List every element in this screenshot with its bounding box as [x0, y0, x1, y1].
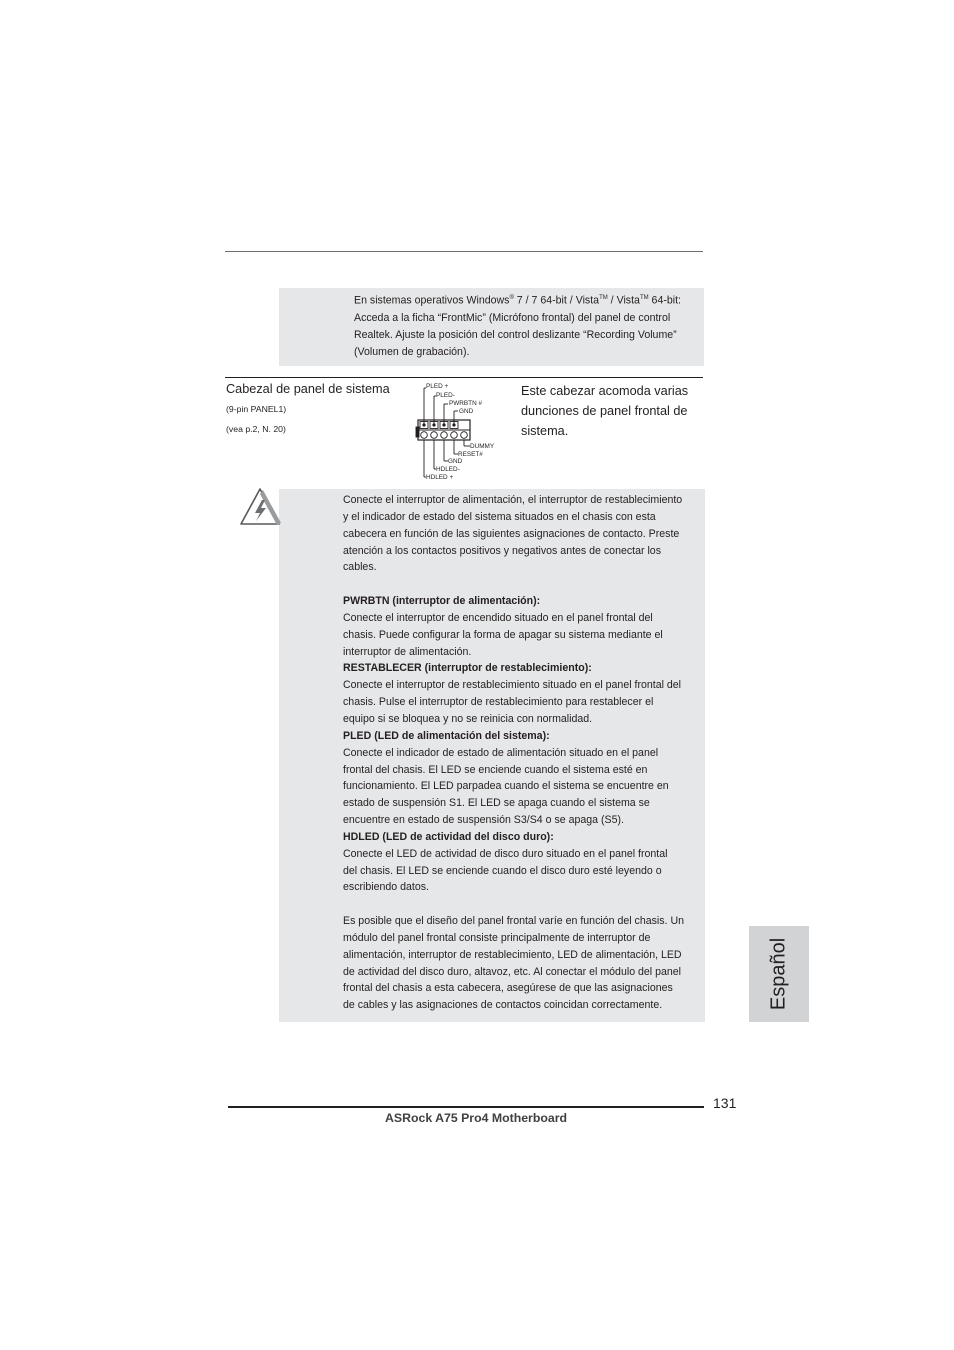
hdled-line: del chasis. El LED se enciende cuando el disco duro esté leyendo o [343, 864, 662, 877]
header-subtitle: (9-pin PANEL1) [226, 404, 287, 414]
closing-line: Es posible que el diseño del panel frontal varíe en función del chasis. Un [343, 915, 684, 928]
intro-note-text [354, 290, 706, 361]
closing-line: módulo del panel frontal consiste principalmente de interruptor de [343, 931, 651, 944]
pin-label-pwrbtn: PWRBTN # [449, 400, 483, 407]
footer-product: ASRock A75 Pro4 Motherboard [385, 1111, 567, 1125]
pwrbtn-line: interruptor de alimentación. [343, 645, 472, 658]
intro-note-line-4: (Volumen de grabación). [354, 345, 470, 358]
intro-line: Conecte el interruptor de alimentación, el interruptor de restablecimiento [343, 494, 683, 506]
closing-line: de actividad del disco duro, altavoz, etc. Al conectar el módulo del panel [343, 965, 682, 978]
closing-line: de cables y las asignaciones de contactos coincidan correctamente. [343, 999, 663, 1012]
pwrbtn-line: Conecte el interruptor de encendido situado en el panel frontal del [343, 611, 653, 624]
reset-line: Conecte el interruptor de restablecimiento situado en el panel frontal del [343, 679, 682, 692]
intro-note-line-2: Acceda a la ficha “FrontMic” (Micrófono frontal) del panel de control [354, 311, 671, 324]
pin-label-pled-plus: PLED + [426, 383, 449, 390]
intro-line: y el indicador de estado del sistema situados en el chasis con esta [343, 510, 656, 523]
pin-label-pled-minus: PLED- [436, 392, 455, 399]
section-rule [225, 377, 703, 378]
top-rule [225, 251, 703, 252]
closing-line: frontal del chasis a esta cabecera, asegúrese de que las asignaciones [343, 982, 673, 995]
pin-label-hdled-plus: HDLED + [426, 474, 454, 481]
closing-line: alimentación, interruptor de restablecimiento, LED de alimentación, LED [343, 948, 682, 961]
header-description: Este cabezar acomoda varias dunciones de panel frontal de sistema. [521, 384, 689, 438]
instructions-text [343, 492, 705, 1014]
pin-label-gnd-bottom: GND [448, 458, 463, 465]
pled-line: encuentre en estado de suspensión S3/S4 o se apaga (S5). [343, 814, 624, 827]
hdled-line: escribiendo datos. [343, 881, 429, 894]
language-tab-label: Español [767, 937, 790, 1011]
panel-pin-diagram [414, 380, 514, 484]
language-tab [749, 926, 809, 1022]
intro-line: cabecera en función de las siguientes asignaciones de contacto. Preste [343, 527, 680, 540]
header-reference: (vea p.2, N. 20) [226, 424, 286, 434]
intro-note-line-3: Realtek. Ajuste la posición del control deslizante “Recording Volume” [354, 328, 677, 341]
footer-rule [228, 1106, 704, 1108]
intro-line: atención a los contactos positivos y negativos antes de conectar los [343, 544, 661, 557]
pled-line: estado de suspensión S1. El LED se apaga cuando el sistema se [343, 797, 650, 810]
hdled-line: Conecte el LED de actividad de disco duro situado en el panel frontal [343, 847, 668, 860]
pwrbtn-heading: PWRBTN (interruptor de alimentación): [343, 595, 541, 608]
intro-line: cables. [343, 561, 377, 574]
header-title: Cabezal de panel de sistema [226, 382, 390, 396]
pwrbtn-line: chasis. Puede configurar la forma de apagar su sistema mediante el [343, 628, 663, 641]
pin-label-dummy: DUMMY [470, 443, 495, 450]
pled-heading: PLED (LED de alimentación del sistema): [343, 729, 550, 742]
page-number: 131 [713, 1095, 737, 1111]
intro-note-line-1: En sistemas operativos Windows® 7 / 7 64-bit / Vista™ / Vista™ 64-bit: [354, 294, 681, 307]
pled-line: funcionamiento. El LED parpadea cuando el sistema se encuentre en [343, 780, 669, 793]
pled-line: frontal del chasis. El LED se enciende cuando el sistema esté en [343, 763, 648, 776]
reset-line: chasis. Pulse el interruptor de restablecimiento para restablecer el [343, 696, 654, 709]
reset-heading: RESTABLECER (interruptor de restablecimiento): [343, 662, 592, 675]
pin-label-reset: RESET# [458, 451, 483, 458]
pin-label-gnd-top: GND [459, 408, 474, 415]
warning-lightning-icon [238, 486, 282, 528]
pin-label-hdled-minus: HDLED- [436, 466, 460, 473]
reset-line: equipo si se bloquea y no se reinicia con normalidad. [343, 712, 593, 725]
hdled-heading: HDLED (LED de actividad del disco duro): [343, 830, 554, 843]
pled-line: Conecte el indicador de estado de alimentación situado en el panel [343, 746, 659, 759]
